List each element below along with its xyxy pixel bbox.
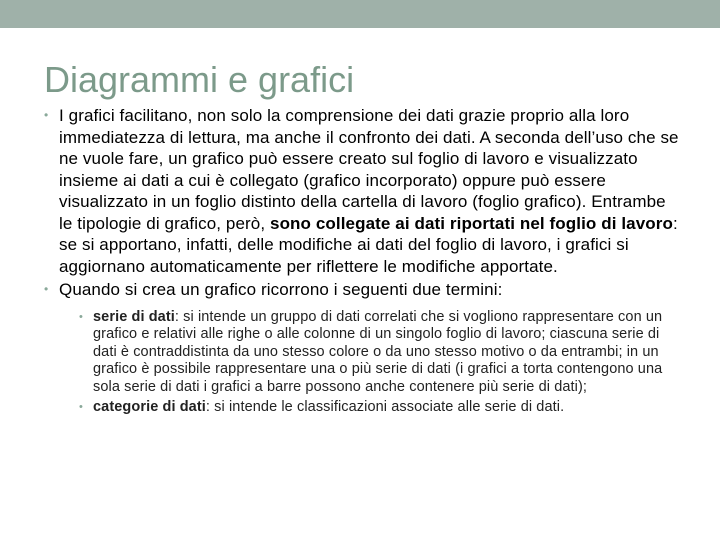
bullet-icon: • [79,310,83,323]
bullet-emphasis: sono collegate ai dati riportati nel foglio di lavoro [270,213,673,233]
bullet-icon: • [44,282,49,296]
header-band [0,0,720,28]
bullet-icon: • [44,108,49,122]
sub-bullet-item [79,399,680,417]
term-label: categorie di dati [93,399,206,415]
term-definition: : si intende le classificazioni associate alle serie di dati. [205,399,565,415]
bullet-icon: • [79,401,83,413]
slide-body [44,105,680,420]
term-label: serie di dati [93,308,175,325]
bullet-text: I grafici facilitano, non solo la comprensione dei dati grazie proprio alla loro immediatezza di lettura, ma anche il confronto dei dati. A seconda dell’uso che se ne vuole fare, un grafico può essere creato sul foglio di lavoro e visualizzato insieme ai dati a cui è collegato (grafico incorporato) oppure può essere visualizzato in un foglio distinto della cartella di lavoro (foglio grafico). Entrambe le tipologie di grafico, però, [59,106,679,233]
sub-bullet-item [79,309,680,397]
bullet-item [44,105,680,277]
term-definition: : si intende un gruppo di dati correlati che si vogliono rappresentare con un grafico e relativi alle righe o alle colonne di un singolo foglio di lavoro; ciascuna serie di dati è contraddistinta da uno stesso colore o da uno stesso motivo o da entrambi; in un grafico è possibile rappresentare una o più serie di dati (i grafici a torta contengono una sola serie di dati i grafici a barre possono anche contenere più serie di dati); [93,308,663,395]
slide-title: Diagrammi e grafici [44,59,355,100]
bullet-text: Quando si crea un grafico ricorrono i seguenti due termini: [59,280,503,299]
bullet-text: : se si apportano, infatti, delle modifiche ai dati del foglio di lavoro, i grafici si aggiornano automaticamente per riflettere le modifiche apportate. [59,213,678,276]
sub-bullet-list [79,309,680,417]
bullet-item [44,279,680,417]
